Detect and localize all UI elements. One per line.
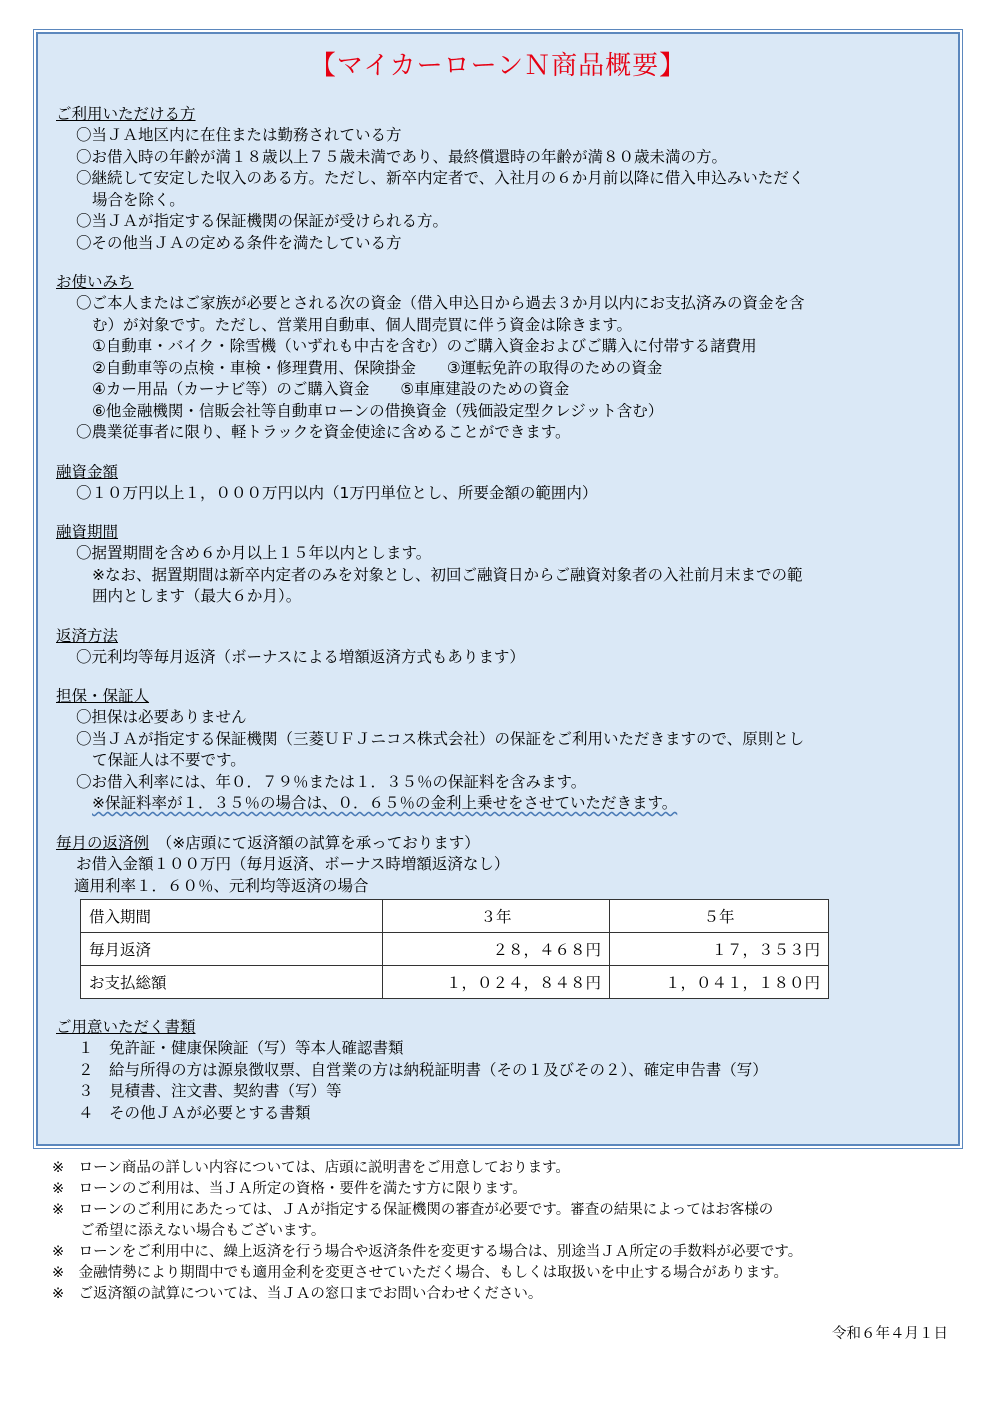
section-heading: 担保・保証人 xyxy=(56,687,150,705)
text-line: 〇お借入時の年齢が満１８歳以上７５歳未満であり、最終償還時の年齢が満８０歳未満の方。 xyxy=(76,147,728,166)
table-header-row xyxy=(81,900,829,933)
table-cell: 借入期間 xyxy=(81,900,383,933)
product-summary-box xyxy=(36,32,960,1146)
text-line: ④カー用品（カーナビ等）のご購入資金 ⑤車庫建設のための資金 xyxy=(92,380,570,398)
footnote: ※ ご返済額の試算については、当ＪＡの窓口までお問い合わせください。 xyxy=(52,1286,543,1302)
table-row xyxy=(81,933,829,966)
text-line: ※なお、据置期間は新卒内定者のみを対象とし、初回ご融資日からご融資対象者の入社前月末までの範 xyxy=(92,565,803,584)
list-item: ３ 見積書、注文書、契約書（写）等 xyxy=(78,1082,342,1100)
text-line: 〇当ＪＡが指定する保証機関の保証が受けられる方。 xyxy=(76,212,449,230)
section-loan-amount xyxy=(56,462,948,505)
repayment-table xyxy=(80,899,829,999)
section-required-documents xyxy=(56,1017,948,1124)
section-purpose xyxy=(56,272,948,444)
text-line: 〇お借入利率には、年０．７９％または１．３５％の保証料を含みます。 xyxy=(76,772,587,791)
section-heading: 返済方法 xyxy=(56,626,119,645)
list-item: ２ 給与所得の方は源泉徴収票、自営業の方は納税証明書（その１及びその２）、確定申告書（写） xyxy=(78,1060,768,1079)
text-line: 適用利率１．６０％、元利均等返済の場合 xyxy=(74,876,369,895)
section-repayment-example xyxy=(56,833,948,1000)
footnote: ※ ローンのご利用は、当ＪＡ所定の資格・要件を満たす方に限ります。 xyxy=(52,1181,527,1197)
text-line: 〇１０万円以上１，０００万円以内（1万円単位とし、所要金額の範囲内） xyxy=(76,483,598,502)
section-heading: 融資金額 xyxy=(56,462,119,481)
text-line: 〇元利均等毎月返済（ボーナスによる増額返済方式もあります） xyxy=(76,647,525,666)
table-cell: ２８，４６８円 xyxy=(383,933,610,966)
table-cell: １，０４１，１８０円 xyxy=(610,966,829,999)
heading-note: （※店頭にて返済額の試算を承っております） xyxy=(149,833,480,852)
text-line: 〇農業従事者に限り、軽トラックを資金使途に含めることができます。 xyxy=(76,423,571,441)
text-line: 囲内とします（最大６か月）。 xyxy=(92,587,302,605)
footnote: ご希望に添えない場合もございます。 xyxy=(80,1223,326,1239)
footnote: ※ ローン商品の詳しい内容については、店頭に説明書をご用意しております。 xyxy=(52,1160,570,1176)
text-line: て保証人は不要です。 xyxy=(92,751,246,769)
footnote: ※ ローンのご利用にあたっては、ＪＡが指定する保証機関の審査が必要です。審査の結果によってはお客様の xyxy=(52,1202,774,1218)
footnotes xyxy=(52,1158,952,1305)
text-line: む）が対象です。ただし、営業用自動車、個人間売買に伴う資金は除きます。 xyxy=(92,315,633,334)
guarantee-note: ※保証料率が１．３５％の場合は、０．６５％の金利上乗せをさせていただきます。 xyxy=(92,794,678,812)
summary-content xyxy=(56,104,948,1142)
section-heading: お使いみち xyxy=(56,273,134,291)
section-heading: ご用意いただく書類 xyxy=(56,1018,196,1036)
text-line: 〇据置期間を含め６か月以上１５年以内とします。 xyxy=(76,544,432,562)
footnote: ※ ローンをご利用中に、繰上返済を行う場合や返済条件を変更する場合は、別途当ＪＡ所定の手数料が必要です。 xyxy=(52,1244,803,1260)
table-cell: お支払総額 xyxy=(81,966,383,999)
table-row xyxy=(81,966,829,999)
text-line: ②自動車等の点検・車検・修理費用、保険掛金 ③運転免許の取得のための資金 xyxy=(92,358,663,377)
table-cell: 毎月返済 xyxy=(81,933,383,966)
page-title: 【マイカーローンＮ商品概要】 xyxy=(309,51,687,81)
text-line: お借入金額１００万円（毎月返済、ボーナス時増額返済なし） xyxy=(76,855,510,873)
section-heading: ご利用いただける方 xyxy=(56,105,196,123)
table-cell: １，０２４，８４８円 xyxy=(383,966,610,999)
section-heading: 毎月の返済例 xyxy=(56,833,150,852)
list-item: ４ その他ＪＡが必要とする書類 xyxy=(78,1103,311,1122)
footnote: ※ 金融情勢により期間中でも適用金利を変更させていただく場合、もしくは取扱いを中止する場合があります。 xyxy=(52,1265,788,1281)
section-repayment-method xyxy=(56,626,948,669)
text-line: 〇当ＪＡ地区内に在住または勤務されている方 xyxy=(76,126,402,144)
section-collateral-guarantor xyxy=(56,686,948,815)
text-line: 〇担保は必要ありません xyxy=(76,708,247,726)
table-cell: ５年 xyxy=(610,900,829,933)
table-cell: ３年 xyxy=(383,900,610,933)
text-line: 〇ご本人またはご家族が必要とされる次の資金（借入申込日から過去３か月以内にお支払済みの資金を含 xyxy=(76,294,805,312)
text-line: ①自動車・バイク・除雪機（いずれも中古を含む）のご購入資金およびご購入に付帯する諸費用 xyxy=(92,337,757,355)
table-cell: １７，３５３円 xyxy=(610,933,829,966)
text-line: ⑥他金融機関・信販会社等自動車ローンの借換資金（残価設定型クレジット含む） xyxy=(92,401,664,420)
issue-date: 令和６年４月１日 xyxy=(832,1326,948,1342)
text-line: 〇その他当ＪＡの定める条件を満たしている方 xyxy=(76,233,402,252)
text-line: 〇継続して安定した収入のある方。ただし、新卒内定者で、入社月の６か月前以降に借入申込みいただく xyxy=(76,169,805,187)
list-item: １ 免許証・健康保険証（写）等本人確認書類 xyxy=(78,1039,404,1057)
text-line: 〇当ＪＡが指定する保証機関（三菱ＵＦＪニコス株式会社）の保証をご利用いただきますので、原則とし xyxy=(76,729,805,748)
section-eligibility xyxy=(56,104,948,254)
text-line: 場合を除く。 xyxy=(92,190,185,209)
section-heading: 融資期間 xyxy=(56,523,119,541)
section-loan-period xyxy=(56,522,948,608)
